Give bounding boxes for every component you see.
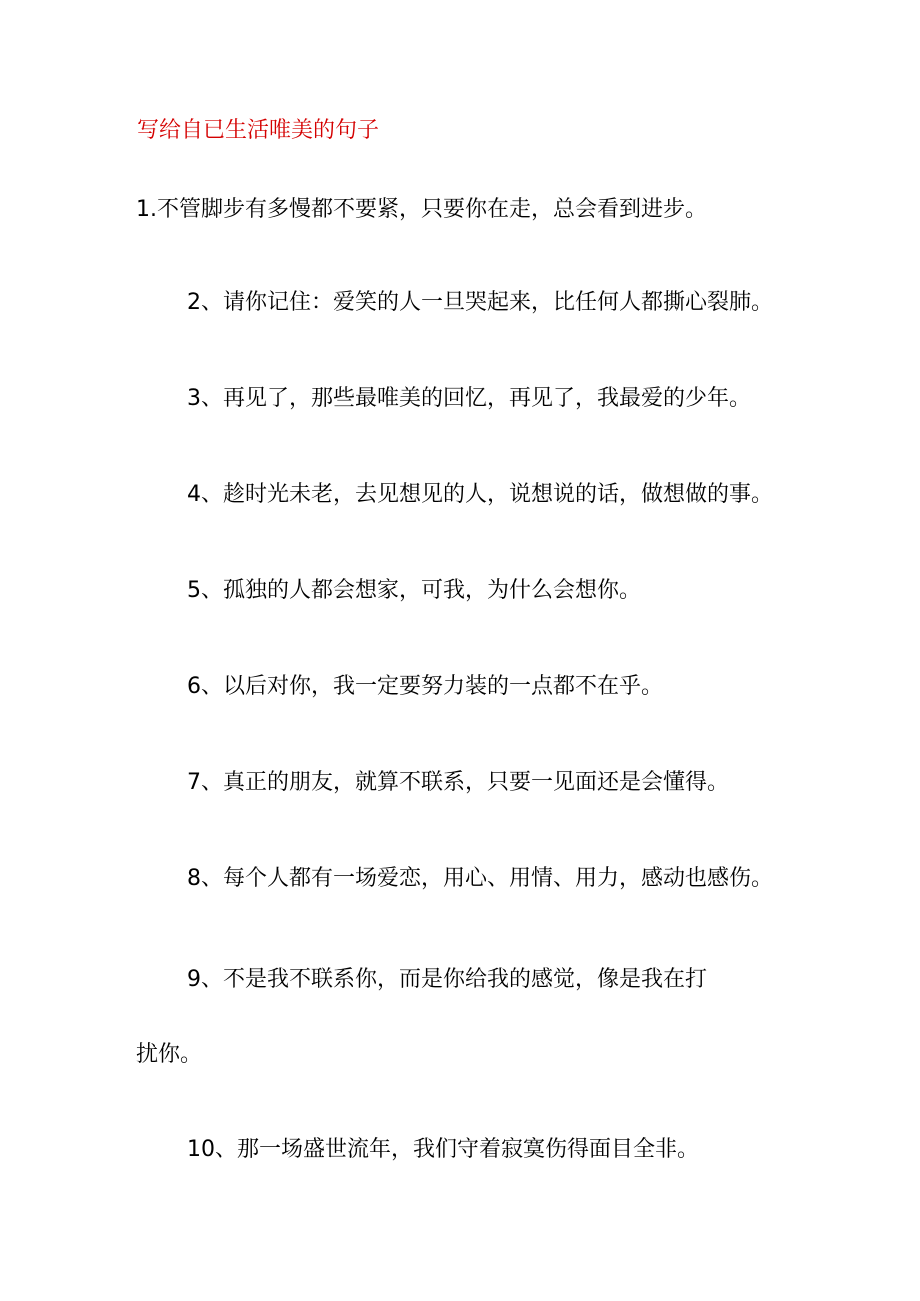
- sentence-2: 2、请你记住：爱笑的人一旦哭起来，比任何人都撕心裂肺。: [187, 290, 773, 315]
- sentence-3: 3、再见了，那些最唯美的回忆，再见了，我最爱的少年。: [187, 386, 751, 411]
- sentence-9-continued: 扰你。: [136, 1042, 203, 1067]
- document-title: 写给自已生活唯美的句子: [137, 118, 380, 143]
- sentence-8: 8、每个人都有一场爱恋，用心、用情、用力，感动也感伤。: [187, 866, 773, 891]
- sentence-1: 1.不管脚步有多慢都不要紧，只要你在走，总会看到进步。: [136, 197, 707, 222]
- sentence-5: 5、孤独的人都会想家，可我，为什么会想你。: [187, 578, 641, 603]
- sentence-6: 6、以后对你，我一定要努力装的一点都不在乎。: [187, 674, 663, 699]
- sentence-4: 4、趁时光未老，去见想见的人，说想说的话，做想做的事。: [187, 482, 773, 507]
- sentence-9: 9、不是我不联系你，而是你给我的感觉，像是我在打: [187, 967, 707, 992]
- sentence-7: 7、真正的朋友，就算不联系，只要一见面还是会懂得。: [187, 770, 729, 795]
- sentence-10: 10、那一场盛世流年，我们守着寂寞伤得面目全非。: [187, 1137, 699, 1162]
